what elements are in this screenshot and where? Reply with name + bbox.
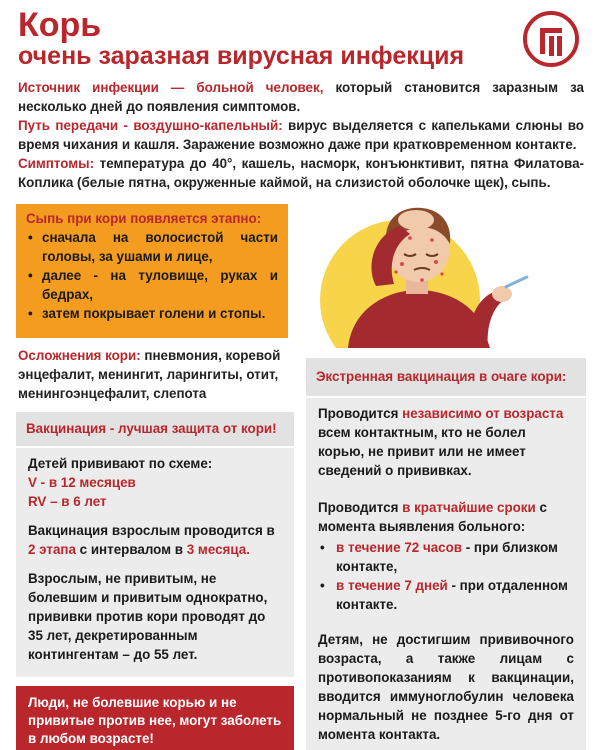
adult-vaccination [28, 521, 282, 559]
emergency-heading: Экстренная вакцинация в очаге кори: [306, 358, 586, 398]
rospotrebnadzor-logo-icon [522, 10, 580, 68]
transmission [18, 116, 584, 154]
scheme-rv: RV – в 6 лет [28, 494, 107, 509]
page-title: Корь [18, 6, 102, 44]
complications-label: Осложнения кори: [18, 348, 141, 363]
emergency-p3: Детям, не достигшим прививочного возраста, а также лицам с противопоказаниям к вакцинации, вводится иммуноглобулин человека нормальный не позднее 5-го дня от момента контакта. [318, 632, 574, 742]
emergency-body [306, 398, 586, 744]
adult-vaccination-mid: с интервалом в [75, 542, 187, 557]
vaccination-scheme [28, 454, 282, 511]
emergency-item-text: - при отдаленном контакте. [336, 578, 568, 612]
symptoms [18, 154, 584, 192]
intro-section [18, 78, 584, 192]
adult-interval: 3 месяца. [186, 542, 250, 557]
transmission-text: вирус выделяется с капельками слюны во время чихания и кашля. Заражение возможно даже при кратковременном контакте. [18, 118, 584, 152]
rash-item: • затем покрывает голени и стопы. [26, 304, 278, 323]
emergency-item [318, 538, 574, 576]
emergency-p2-pre: Проводится [318, 500, 403, 515]
symptoms-label: Симптомы: [18, 156, 95, 171]
rash-list [26, 228, 278, 323]
complications-text: пневмония, коревой энцефалит, менингит, ларингиты, отит, менингоэнцефалит, слепота [18, 348, 281, 401]
page-subtitle: очень заразная вирусная инфекция [18, 42, 465, 70]
transmission-label: Путь передачи - воздушно-капельный: [18, 118, 283, 133]
emergency-p1-pre: Проводится [318, 406, 403, 421]
rash-stages-box [16, 204, 288, 338]
emergency-item [318, 576, 574, 614]
emergency-vaccination-box [306, 358, 586, 750]
warning-banner: Люди, не болевшие корью и не привитые против нее, могут заболеть в любом возрасте! [16, 686, 294, 750]
emergency-p1-post: всем контактным, кто не болел корью, не привит или не имеет сведений о прививках. [318, 425, 526, 478]
emergency-list [318, 538, 574, 614]
emergency-item-text: - при близком контакте, [336, 540, 558, 574]
adult-note: Взрослым, не привитым, не болевшим и привитым однократно, прививки против кори проводят до 35 лет, декретированным контингентам – до 55 лет. [28, 571, 268, 662]
emergency-p2-post: с момента выявления больного: [318, 500, 547, 534]
scheme-v: V - в 12 месяцев [28, 475, 136, 490]
infection-source [18, 78, 584, 116]
emergency-p1 [318, 404, 574, 480]
infection-source-label: Источник инфекции — больной человек, [18, 80, 324, 95]
emergency-item-highlight: в течение 7 дней [336, 578, 448, 593]
rash-item: • далее - на туловище, руках и бедрах, [26, 266, 278, 304]
sick-boy-illustration [318, 198, 580, 348]
adult-stages: 2 этапа [28, 542, 76, 557]
emergency-p2 [318, 498, 574, 536]
vaccination-box [16, 412, 294, 677]
scheme-intro: Детей прививают по схеме: [28, 456, 213, 471]
rash-heading: Сыпь при кори появляется этапно: [26, 211, 262, 226]
complications-section [18, 346, 290, 403]
symptoms-text: температура до 40°, кашель, насморк, конъюнктивит, пятна Филатова-Коплика (белые пятна, окруженные каймой, на слизистой оболочке щек), сыпь. [18, 156, 584, 190]
emergency-item-highlight: в течение 72 часов [336, 540, 463, 555]
vaccination-heading: Вакцинация - лучшая защита от кори! [16, 412, 294, 448]
infection-source-text: который становится заразным за несколько дней до появления симптомов. [18, 80, 584, 114]
vaccination-body [16, 448, 294, 664]
rash-item: • сначала на волосистой части головы, за ушами и лице, [26, 228, 278, 266]
emergency-p1-highlight: независимо от возраста [402, 406, 564, 421]
adult-vaccination-text: Вакцинация взрослым проводится в [28, 523, 275, 538]
emergency-p2-highlight: в кратчайшие сроки [402, 500, 536, 515]
